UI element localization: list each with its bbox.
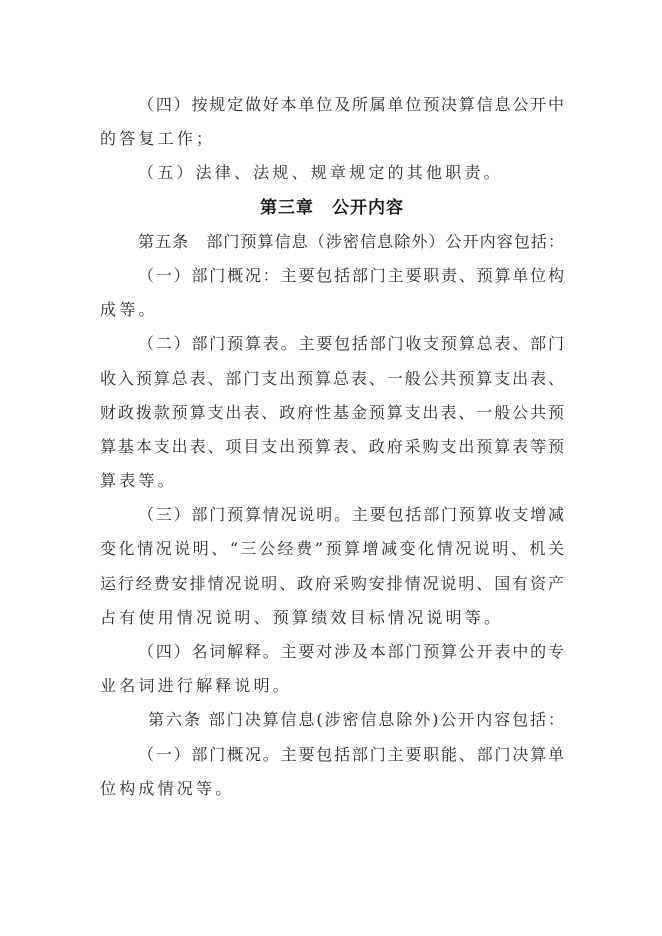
text-line: 占有使用情况说明、预算绩效目标情况说明等。	[100, 607, 504, 627]
text-line: （四）名词解释。主要对涉及本部门预算公开表中的专	[138, 642, 564, 661]
article-heading: 第五条 部门预算信息（涉密信息除外）公开内容包括：	[138, 231, 564, 251]
text-line: 成等。	[100, 300, 158, 320]
text-line: 运行经费安排情况说明、政府采购安排情况说明、国有资产	[100, 573, 564, 593]
text-line: 算表等。	[100, 471, 177, 491]
text-line: （三）部门预算情况说明。主要包括部门预算收支增减	[138, 505, 564, 525]
text-line: （一）部门概况：主要包括部门主要职责、预算单位构	[138, 265, 564, 285]
text-line: 收入预算总表、部门支出预算总表、一般公共预算支出表、	[100, 368, 564, 388]
chapter-heading: 第三章 公开内容	[260, 197, 404, 218]
text-line: （五）法律、法规、规章规定的其他职责。	[138, 163, 503, 183]
text-line: 财政拨款预算支出表、政府性基金预算支出表、一般公共预	[100, 402, 564, 422]
document-page	[100, 88, 564, 806]
text-line: （二）部门预算表。主要包括部门收支预算总表、部门	[138, 334, 564, 354]
text-line: （一）部门概况。主要包括部门主要职能、部门决算单	[138, 744, 564, 764]
text-line: 算基本支出表、项目支出预算表、政府采购支出预算表等预	[100, 436, 564, 456]
text-line: 位构成情况等。	[100, 778, 235, 798]
article-heading: 第六条 部门决算信息(涉密信息除外)公开内容包括：	[148, 710, 564, 730]
text-line: 变化情况说明、“三公经费”预算增减变化情况说明、机关	[100, 539, 564, 559]
text-line: （四）按规定做好本单位及所属单位预决算信息公开中	[138, 95, 564, 114]
text-line: 的答复工作；	[100, 129, 216, 149]
text-line: 业名词进行解释说明。	[100, 676, 293, 696]
